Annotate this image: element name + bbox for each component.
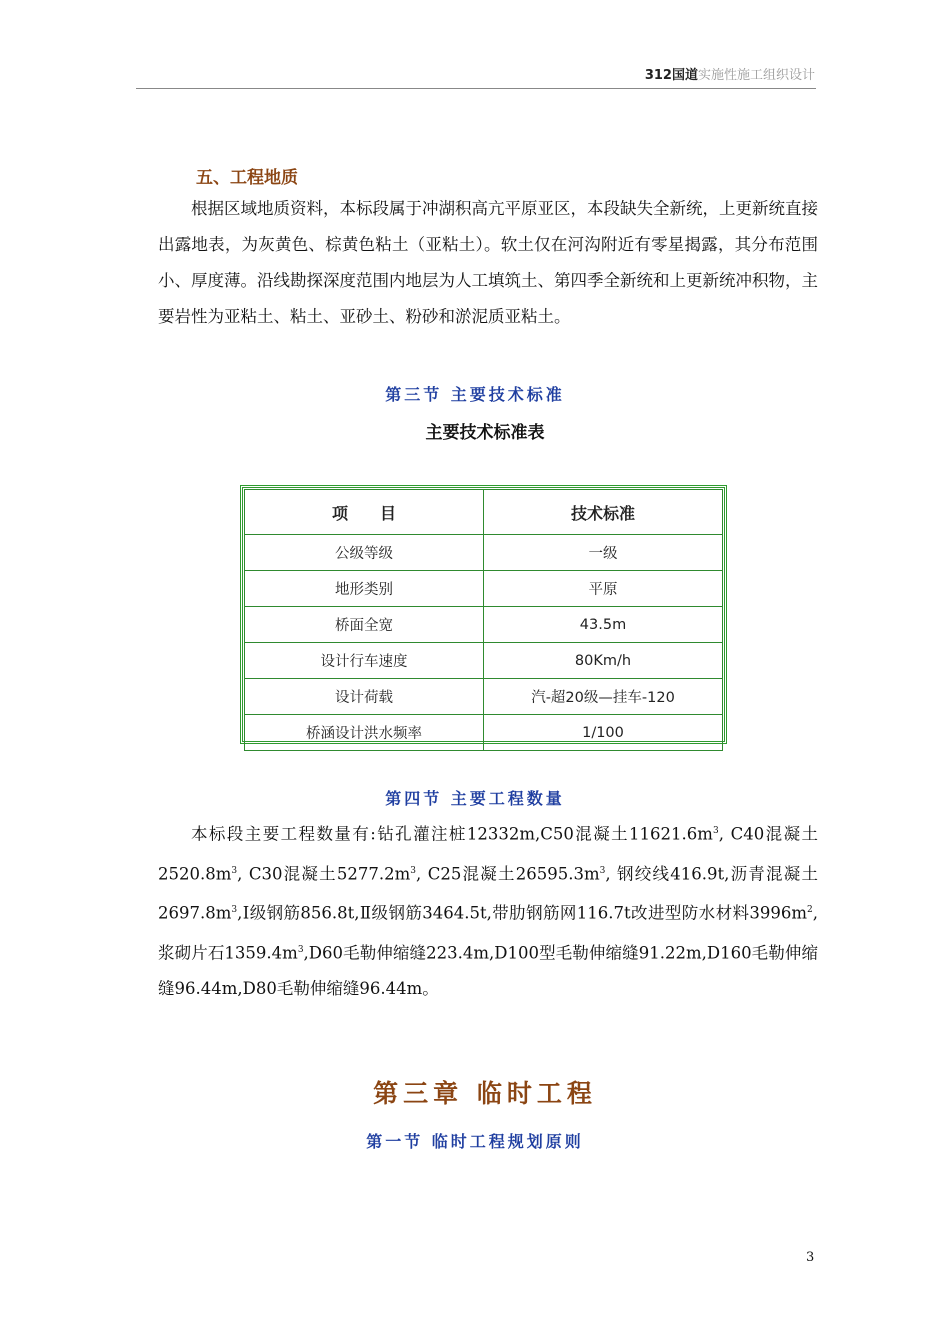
geology-heading: 五、工程地质 xyxy=(196,168,298,188)
quantities-text: ,浆砌片石1359.4m xyxy=(158,903,818,962)
table-row xyxy=(245,535,723,571)
tech-standards-table xyxy=(240,485,727,744)
unit-exponent: 2 xyxy=(807,905,813,915)
header-title-rest: 实施性施工组织设计 xyxy=(697,68,815,83)
unit-exponent: 3 xyxy=(297,944,304,955)
table-cell-value: 43.5m xyxy=(484,607,723,643)
quantities-text: , 钢绞线416.9t,沥青混凝土2697.8m xyxy=(158,864,818,923)
table-cell-value: 平原 xyxy=(484,571,723,607)
quantities-text: , C40混凝土2520.8m xyxy=(158,824,818,883)
table-row xyxy=(245,715,723,751)
unit-exponent: 3 xyxy=(231,905,238,915)
page-number: 3 xyxy=(806,1250,815,1265)
table-cell-value: 80Km/h xyxy=(484,643,723,679)
table-cell-value: 1/100 xyxy=(484,715,723,751)
section4-heading: 第四节 主要工程数量 xyxy=(385,789,565,808)
quantities-text: 本标段主要工程数量有:钻孔灌注桩12332m,C50混凝土11621.6m xyxy=(191,824,713,844)
quantities-paragraph xyxy=(158,813,818,1007)
table-cell-value: 汽-超20级—挂车-120 xyxy=(484,679,723,715)
chapter3-title: 第三章 临时工程 xyxy=(373,1079,597,1108)
header-rule xyxy=(136,88,816,89)
unit-exponent: 3 xyxy=(410,865,416,876)
section3-heading: 第三节 主要技术标准 xyxy=(385,385,565,404)
header-title-bold: 312国道 xyxy=(644,68,698,83)
chapter3-section1-heading: 第一节 临时工程规划原则 xyxy=(366,1132,584,1151)
table-header-standard: 技术标准 xyxy=(484,490,723,535)
table-header-row xyxy=(245,490,723,535)
table-cell-item: 公级等级 xyxy=(245,535,484,571)
table-row xyxy=(245,679,723,715)
quantities-text: ,Ⅰ级钢筋856.8t,Ⅱ级钢筋3464.5t,带肋钢筋网116.7t改进型防水材料3996m xyxy=(237,903,808,923)
table-cell-item: 设计行车速度 xyxy=(245,643,484,679)
quantities-text: , C30混凝土5277.2m xyxy=(237,864,411,883)
table-cell-item: 桥面全宽 xyxy=(245,607,484,643)
table-row xyxy=(245,571,723,607)
geology-paragraph: 根据区域地质资料，本标段属于冲湖积高亢平原亚区，本段缺失全新统，上更新统直接出露地表，为灰黄色、棕黄色粘土（亚粘土）。软土仅在河沟附近有零星揭露，其分布范围小、厚度薄。沿线勘探深度范围内地层为人工填筑土、第四季全新统和上更新统冲积物，主要岩性为亚粘土、粘土、亚砂土、粉砂和淤泥质亚粘土。 xyxy=(158,199,818,326)
table-cell-item: 设计荷载 xyxy=(245,679,484,715)
unit-exponent: 3 xyxy=(599,865,606,876)
table-cell-item: 桥涵设计洪水频率 xyxy=(245,715,484,751)
table-row xyxy=(245,607,723,643)
unit-exponent: 3 xyxy=(712,826,719,836)
table-cell-value: 一级 xyxy=(484,535,723,571)
page-header xyxy=(645,64,815,83)
unit-exponent: 3 xyxy=(231,865,238,876)
table-cell-item: 地形类别 xyxy=(245,571,484,607)
table-row xyxy=(245,643,723,679)
table-header-item: 项 目 xyxy=(245,490,484,535)
table-title: 主要技术标准表 xyxy=(425,423,545,443)
quantities-text: , C25混凝土26595.3m xyxy=(415,864,600,883)
quantities-text: ,D60毛勒伸缩缝223.4m,D100型毛勒伸缩缝91.22m,D160毛勒伸缩缝96.44m,D80毛勒伸缩缝96.44m。 xyxy=(158,943,818,998)
